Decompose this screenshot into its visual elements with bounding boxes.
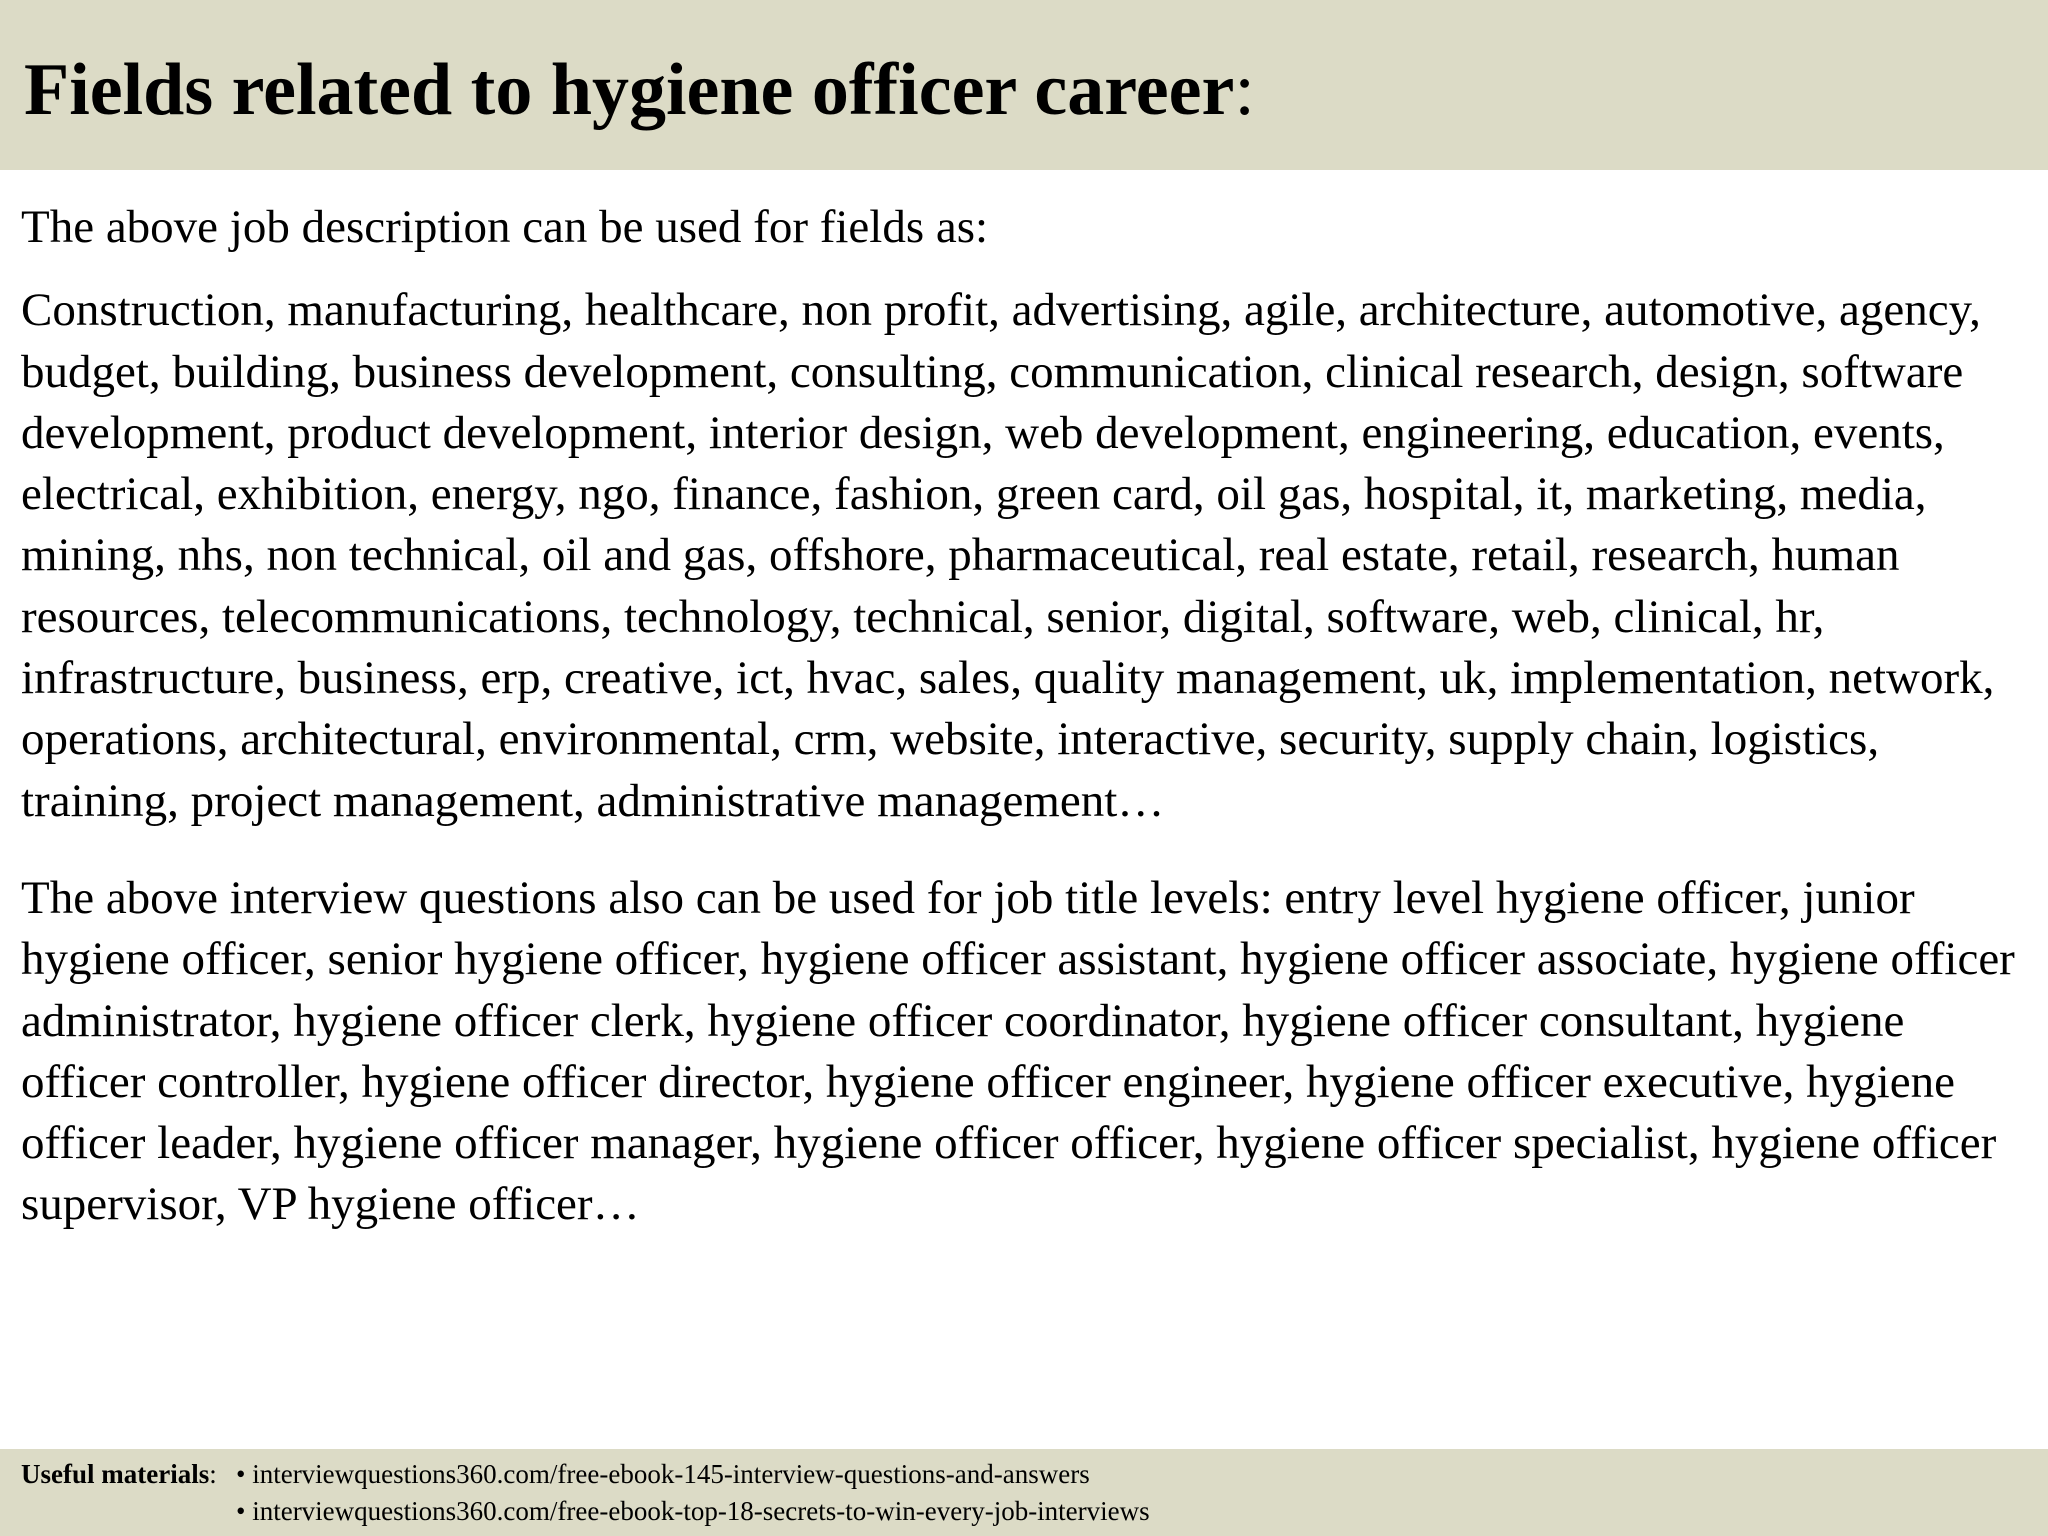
- footer-spacer: [21, 1493, 236, 1530]
- footer-row-2: [21, 1493, 1150, 1530]
- job-levels-paragraph: The above interview questions also can be used for job title levels: entry level hygiene officer, junior hygiene officer, senior hygiene officer, hygiene officer assistant, hygiene officer associate, hygiene officer administrator, hygiene officer clerk, hygiene officer coordinator, hygiene officer consultant, hygiene officer controller, hygiene officer director, hygiene officer engineer, hygiene officer executive, hygiene officer leader, hygiene officer manager, hygiene officer officer, hygiene officer specialist, hygiene officer supervisor, VP hygiene officer…: [21, 871, 2015, 1231]
- intro-paragraph: The above job description can be used for fields as:: [21, 201, 989, 253]
- fields-paragraph: Construction, manufacturing, healthcare, non profit, advertising, agile, architecture, automotive, agency, budget, building, business development, consulting, communication, clinical research, design, software development, product development, interior design, web development, engineering, education, events, electrical, exhibition, energy, ngo, finance, fashion, green card, oil gas, hospital, it, marketing, media, mining, nhs, non technical, oil and gas, offshore, pharmaceutical, real estate, retail, research, human resources, telecommunications, technology, technical, senior, digital, software, web, clinical, hr, infrastructure, business, erp, creative, ict, hvac, sales, quality management, uk, implementation, network, operations, architectural, environmental, crm, website, interactive, security, supply chain, logistics, training, project management, administrative management…: [21, 284, 1995, 827]
- slide-title-text: Fields related to hygiene officer career: [24, 49, 1235, 131]
- slide-title: [24, 46, 1255, 134]
- footer-link-1[interactable]: • interviewquestions360.com/free-ebook-145-interview-questions-and-answers: [236, 1459, 1090, 1489]
- footer-row-1: [21, 1456, 1150, 1493]
- footer-label-group: [21, 1456, 236, 1493]
- slide-body: [21, 197, 2031, 1236]
- footer-separator: :: [209, 1459, 217, 1489]
- footer-link-2[interactable]: • interviewquestions360.com/free-ebook-top-18-secrets-to-win-every-job-interviews: [236, 1496, 1150, 1526]
- footer-label: Useful materials: [21, 1459, 210, 1489]
- slide-title-colon: :: [1234, 49, 1255, 131]
- footer-useful-materials: [21, 1456, 1150, 1530]
